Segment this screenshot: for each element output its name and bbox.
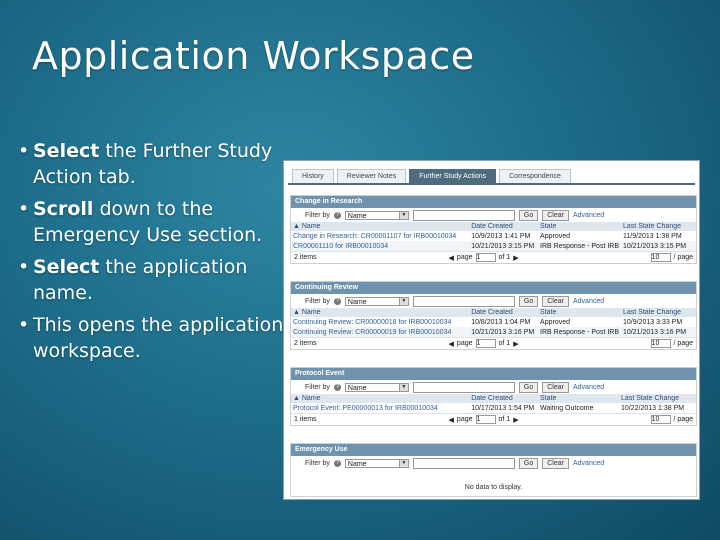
per-page-label: / page (673, 340, 694, 347)
tab-underline (288, 183, 695, 185)
section-title: Protocol Event (291, 368, 696, 380)
column-header-name[interactable]: ▲ Name (291, 222, 469, 231)
chevron-down-icon: ▼ (399, 384, 408, 391)
per-page-label: / page (673, 416, 694, 423)
bullet-list (18, 138, 286, 370)
filter-select[interactable] (345, 297, 409, 306)
help-icon[interactable]: ? (335, 383, 340, 390)
section-title: Continuing Review (291, 282, 696, 294)
tab-correspondence[interactable]: Correspondence (499, 169, 571, 184)
page-input[interactable]: 1 (476, 253, 496, 262)
workspace-tabs (292, 169, 574, 183)
chevron-down-icon: ▼ (399, 460, 408, 467)
column-header-label: Name (301, 395, 321, 402)
column-header-date[interactable]: Date Created (469, 222, 538, 231)
row-name-link[interactable]: Change in Research: CR00001107 for IRB00010034 (293, 232, 457, 240)
bullet-text: This opens the application workspace. (33, 314, 284, 362)
page-of-label: of 1 (498, 340, 511, 347)
next-page-icon[interactable]: ▶ (513, 340, 519, 348)
clear-button[interactable]: Clear (542, 296, 569, 307)
bullet-item (18, 196, 286, 248)
section-protocol-event (290, 367, 697, 426)
tab-reviewer-notes[interactable]: Reviewer Notes (337, 169, 406, 184)
filter-bar (291, 208, 696, 222)
go-button[interactable]: Go (519, 458, 538, 469)
column-header-last-change[interactable]: Last State Change (621, 222, 696, 231)
filter-input[interactable] (413, 382, 515, 393)
bullet-text: down to the Emergency Use section. (33, 198, 263, 246)
column-header-last-change[interactable]: Last State Change (621, 308, 696, 317)
app-screenshot (283, 160, 700, 500)
row-name-link[interactable]: Continuing Review: CR00000019 for IRB00010034 (291, 327, 469, 337)
prev-page-icon[interactable]: ◀ (448, 416, 454, 424)
filter-label: Filter by (305, 459, 330, 467)
row-name-link[interactable]: Continuing Review: CR00000018 for IRB00010034 (293, 318, 452, 326)
pager (291, 413, 696, 425)
row-state: Waiting Outcome (540, 404, 594, 412)
filter-select-value: Name (347, 460, 367, 468)
per-page-select[interactable]: 10 (651, 415, 671, 424)
row-date: 10/8/2013 1:04 PM (471, 318, 531, 326)
section-title: Emergency Use (291, 444, 696, 456)
table-row (291, 241, 696, 251)
page-of-label: of 1 (498, 254, 511, 261)
clear-button[interactable]: Clear (542, 458, 569, 469)
row-last-change: 10/21/2013 3:15 PM (621, 241, 696, 251)
row-name-link[interactable]: CR00001110 for IRB00010034 (291, 241, 469, 251)
row-last-change: 10/9/2013 3:33 PM (623, 318, 683, 326)
row-state: Approved (540, 318, 570, 326)
tab-further-study-actions[interactable]: Further Study Actions (409, 169, 496, 184)
table-header (291, 222, 696, 231)
column-header-state[interactable]: State (538, 222, 621, 231)
bullet-item (18, 254, 286, 306)
page-label: page (456, 254, 473, 261)
row-last-change: 11/9/2013 1:38 PM (623, 232, 682, 240)
slide-title: Application Workspace (32, 34, 475, 78)
column-header-last-change[interactable]: Last State Change (619, 394, 696, 403)
chevron-down-icon: ▼ (399, 212, 408, 219)
per-page-select[interactable]: 10 (651, 253, 671, 262)
row-state: IRB Response - Post IRB (540, 242, 620, 250)
advanced-link[interactable]: Advanced (572, 297, 605, 305)
bullet-text: the Further Study Action tab. (33, 140, 273, 188)
page-label: page (456, 340, 473, 347)
table-row (291, 231, 696, 241)
row-name-link[interactable]: Protocol Event: PE00000013 for IRB00010034 (293, 404, 438, 412)
section-title: Change in Research (291, 196, 696, 208)
filter-select-value: Name (347, 298, 367, 306)
bullet-bold: Select (33, 256, 100, 278)
prev-page-icon[interactable]: ◀ (448, 340, 454, 348)
item-count: 2 items (294, 340, 317, 347)
per-page-select[interactable]: 10 (651, 339, 671, 348)
next-page-icon[interactable]: ▶ (513, 254, 519, 262)
bullet-item (18, 138, 286, 190)
page-input[interactable]: 1 (476, 415, 496, 424)
help-icon[interactable]: ? (335, 459, 340, 466)
filter-select-value: Name (347, 212, 367, 220)
bullet-bold: Select (33, 140, 100, 162)
item-count: 2 items (294, 254, 317, 261)
column-header-name[interactable]: ▲ Name (291, 394, 469, 403)
bullet-text: the application name. (33, 256, 248, 304)
column-header-date[interactable]: Date Created (469, 394, 538, 403)
chevron-down-icon: ▼ (399, 298, 408, 305)
filter-select-value: Name (347, 384, 367, 392)
filter-input[interactable] (413, 296, 515, 307)
table-header (291, 308, 696, 317)
help-icon[interactable]: ? (335, 297, 340, 304)
pager (291, 251, 696, 263)
column-header-state[interactable]: State (538, 308, 621, 317)
pager (291, 337, 696, 349)
filter-bar (291, 380, 696, 394)
column-header-label: Name (301, 223, 321, 230)
row-date: 10/21/2013 3:16 PM (469, 327, 538, 337)
clear-button[interactable]: Clear (542, 382, 569, 393)
go-button[interactable]: Go (519, 296, 538, 307)
filter-bar (291, 456, 696, 470)
filter-select[interactable] (345, 383, 409, 392)
section-continuing-review (290, 281, 697, 350)
page-of-label: of 1 (498, 416, 511, 423)
row-state: IRB Response - Post IRB (540, 328, 620, 336)
filter-label: Filter by (305, 211, 330, 219)
filter-bar (291, 294, 696, 308)
advanced-link[interactable]: Advanced (572, 459, 605, 467)
column-header-date[interactable]: Date Created (469, 308, 538, 317)
row-last-change: 10/22/2013 1:38 PM (621, 404, 685, 412)
item-count: 1 items (294, 416, 317, 423)
table-row (291, 403, 696, 413)
advanced-link[interactable]: Advanced (572, 383, 605, 391)
prev-page-icon[interactable]: ◀ (448, 254, 454, 262)
column-header-state[interactable]: State (538, 394, 619, 403)
next-page-icon[interactable]: ▶ (513, 416, 519, 424)
page-input[interactable]: 1 (476, 339, 496, 348)
results-table (291, 222, 696, 251)
column-header-label: Name (301, 309, 321, 316)
section-emergency-use (290, 443, 697, 497)
filter-select[interactable] (345, 459, 409, 468)
clear-button[interactable]: Clear (542, 210, 569, 221)
row-date: 10/17/2013 1:54 PM (471, 404, 535, 412)
filter-label: Filter by (305, 383, 330, 391)
bullet-item (18, 312, 286, 364)
per-page-label: / page (673, 254, 694, 261)
tab-history[interactable]: History (292, 169, 334, 184)
results-table (291, 394, 696, 413)
filter-input[interactable] (413, 458, 515, 469)
page-label: page (456, 416, 473, 423)
go-button[interactable]: Go (519, 382, 538, 393)
row-date: 10/21/2013 3:15 PM (469, 241, 538, 251)
table-header (291, 394, 696, 403)
row-date: 10/9/2013 1:41 PM (471, 232, 531, 240)
bullet-bold: Scroll (33, 198, 94, 220)
empty-message: No data to display. (464, 484, 523, 491)
row-last-change: 10/21/2013 3:16 PM (621, 327, 696, 337)
column-header-name[interactable]: ▲ Name (291, 308, 469, 317)
help-icon[interactable]: ? (335, 211, 340, 218)
filter-input[interactable] (413, 210, 515, 221)
filter-select[interactable] (345, 211, 409, 220)
results-table (291, 308, 696, 337)
go-button[interactable]: Go (519, 210, 538, 221)
section-change-in-research (290, 195, 697, 264)
table-row (291, 327, 696, 337)
advanced-link[interactable]: Advanced (572, 211, 605, 219)
row-state: Approved (540, 232, 570, 240)
filter-label: Filter by (305, 297, 330, 305)
table-row (291, 317, 696, 327)
